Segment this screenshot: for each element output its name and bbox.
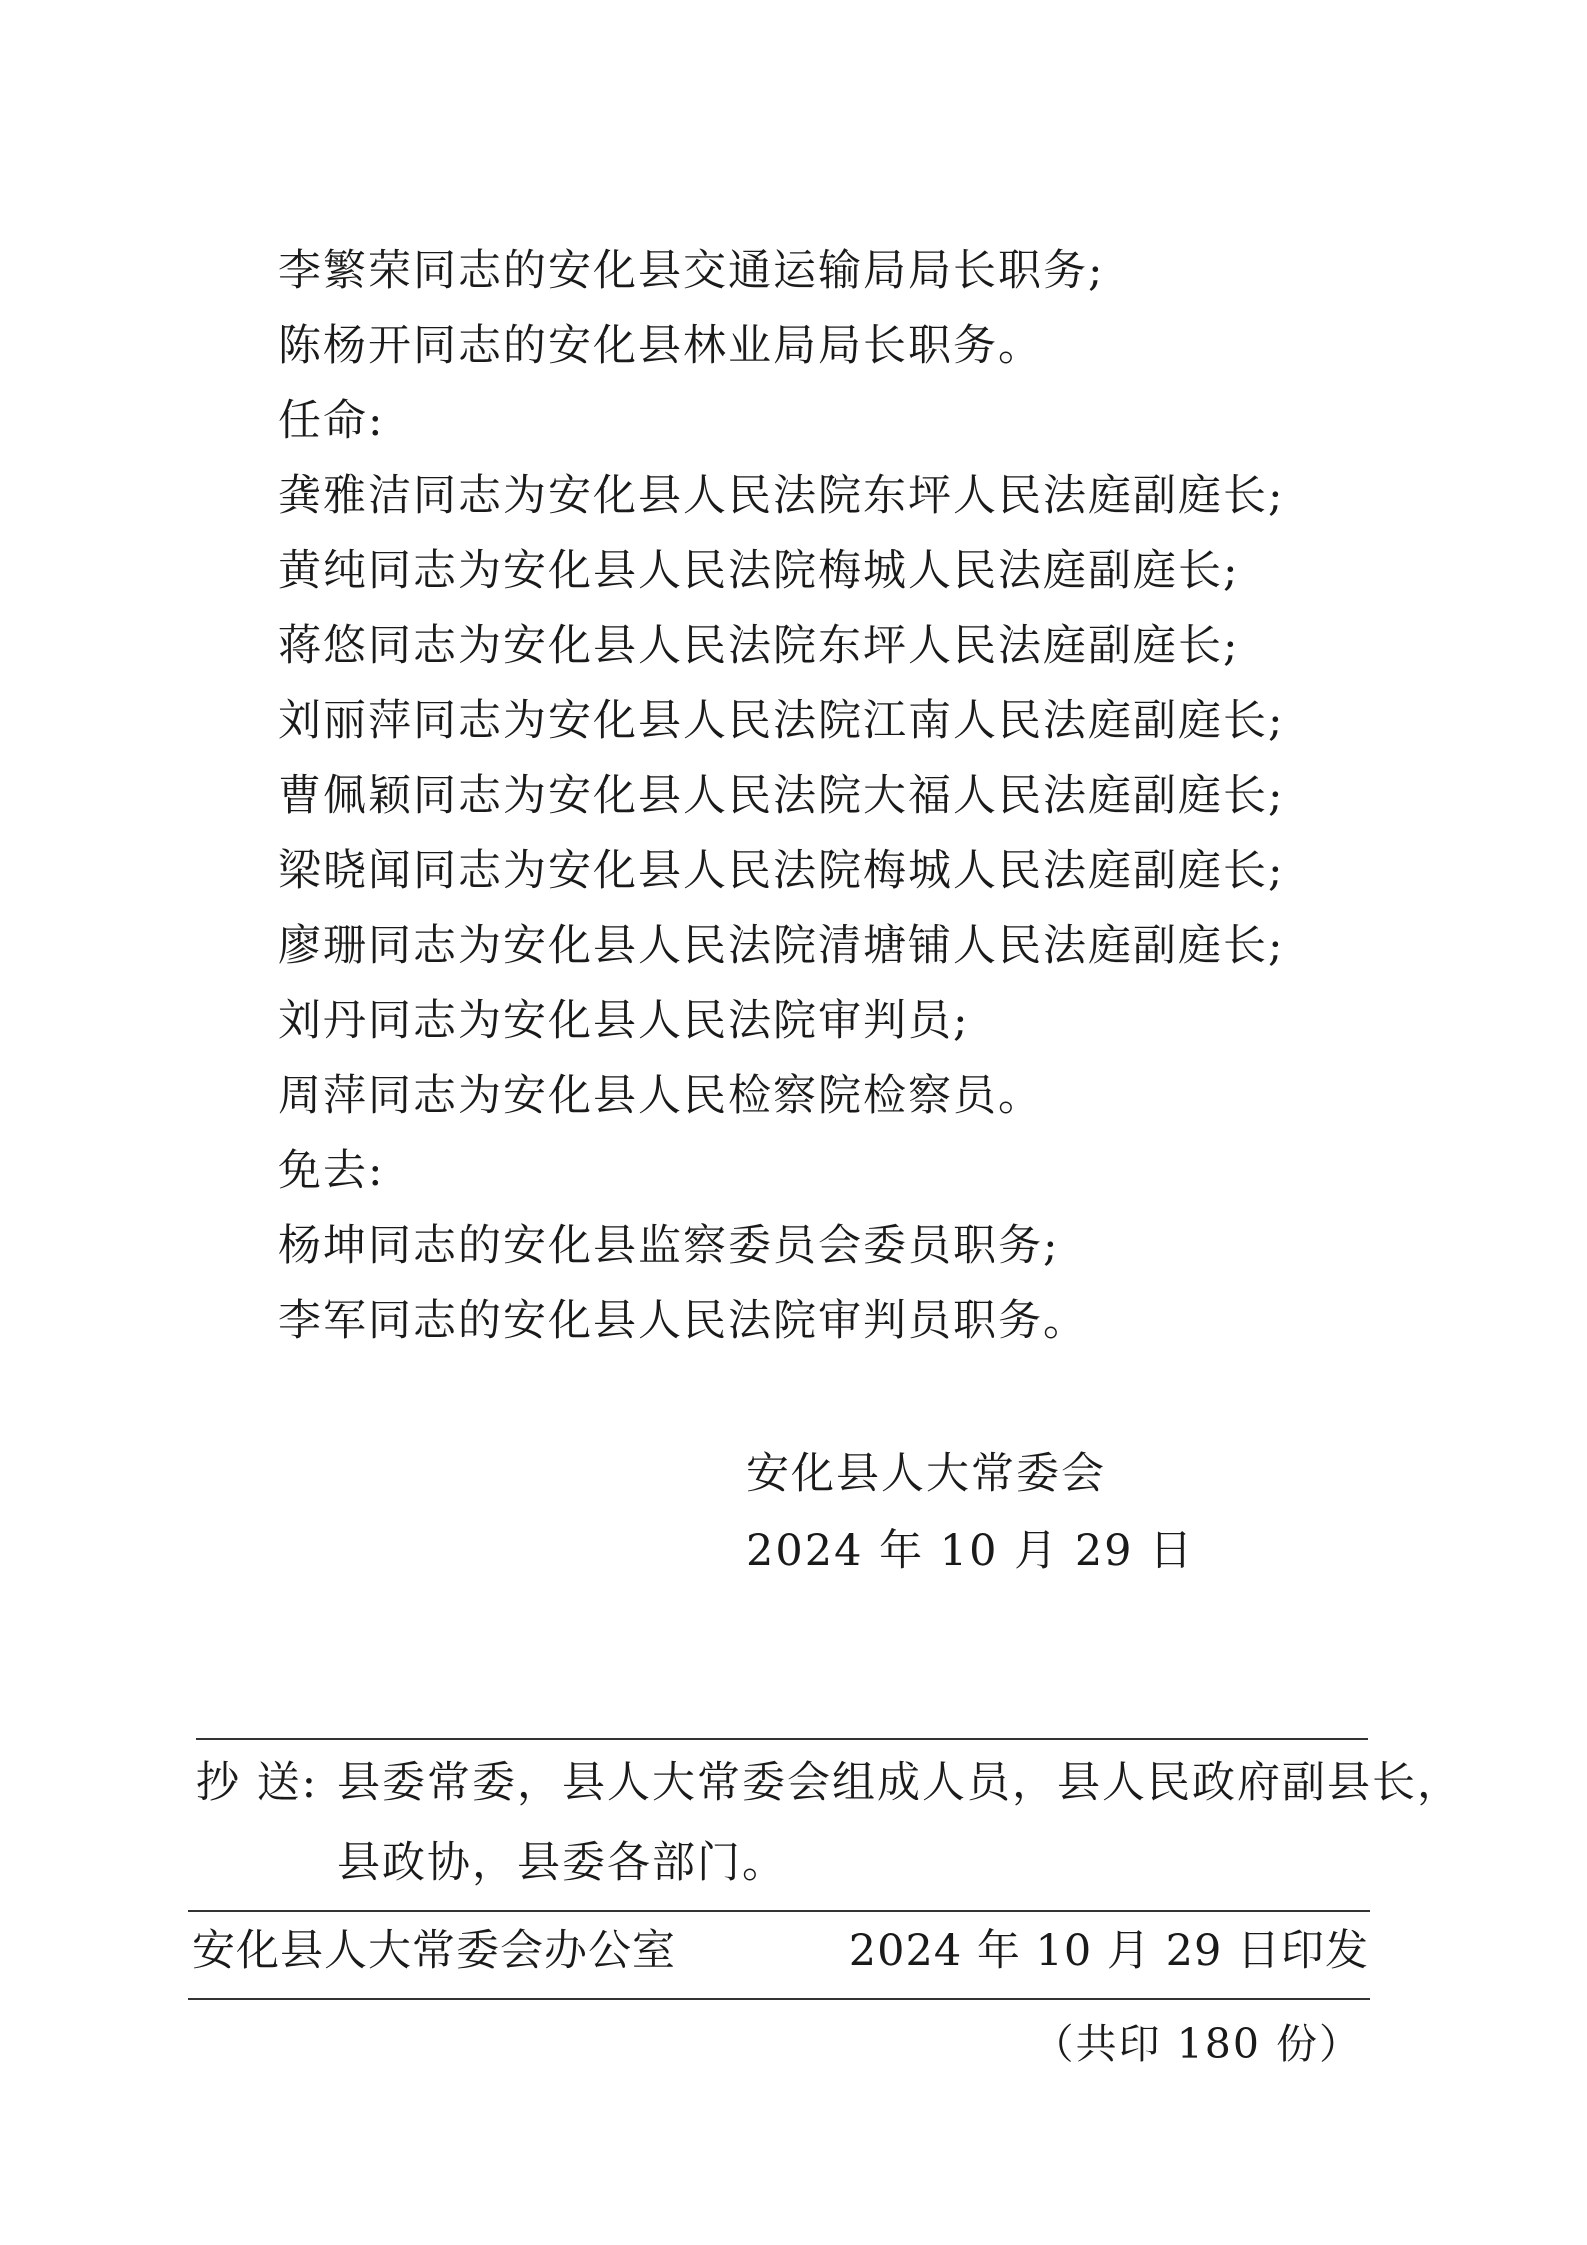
divider-bottom bbox=[188, 1998, 1370, 2000]
issue-date: 2024 年 10 月 29 日印发 bbox=[848, 1926, 1369, 1976]
body-line: 杨坤同志的安化县监察委员会委员职务; bbox=[278, 1221, 1060, 1271]
body-line: 龚雅洁同志为安化县人民法院东坪人民法庭副庭长; bbox=[278, 471, 1285, 521]
copies-count: （共印 180 份） bbox=[1032, 2020, 1362, 2068]
divider-middle bbox=[188, 1910, 1370, 1912]
cc-recipients-line1: 县委常委，县人大常委会组成人员，县人民政府副县长， bbox=[337, 1758, 1462, 1808]
body-line: 李繁荣同志的安化县交通运输局局长职务; bbox=[278, 246, 1105, 296]
body-line: 廖珊同志为安化县人民法院清塘铺人民法庭副庭长; bbox=[278, 921, 1285, 971]
body-line: 刘丹同志为安化县人民法院审判员; bbox=[278, 996, 970, 1046]
cc-label: 抄 送: bbox=[196, 1758, 319, 1808]
divider-top bbox=[196, 1738, 1368, 1740]
body-line: 黄纯同志为安化县人民法院梅城人民法庭副庭长; bbox=[278, 546, 1240, 596]
signature-date: 2024 年 10 月 29 日 bbox=[746, 1526, 1195, 1576]
body-line: 周萍同志为安化县人民检察院检察员。 bbox=[278, 1071, 1043, 1121]
body-line: 曹佩颖同志为安化县人民法院大福人民法庭副庭长; bbox=[278, 771, 1285, 821]
signature-organization: 安化县人大常委会 bbox=[746, 1449, 1106, 1499]
issuer-office: 安化县人大常委会办公室 bbox=[192, 1926, 676, 1976]
body-line: 陈杨开同志的安化县林业局局长职务。 bbox=[278, 321, 1043, 371]
section-heading-appoint: 任命: bbox=[278, 396, 385, 446]
section-heading-remove: 免去: bbox=[278, 1146, 385, 1196]
body-line: 蒋悠同志为安化县人民法院东坪人民法庭副庭长; bbox=[278, 621, 1240, 671]
body-line: 刘丽萍同志为安化县人民法院江南人民法庭副庭长; bbox=[278, 696, 1285, 746]
body-line: 梁晓闻同志为安化县人民法院梅城人民法庭副庭长; bbox=[278, 846, 1285, 896]
cc-recipients-line2: 县政协，县委各部门。 bbox=[337, 1838, 787, 1888]
body-line: 李军同志的安化县人民法院审判员职务。 bbox=[278, 1296, 1088, 1346]
